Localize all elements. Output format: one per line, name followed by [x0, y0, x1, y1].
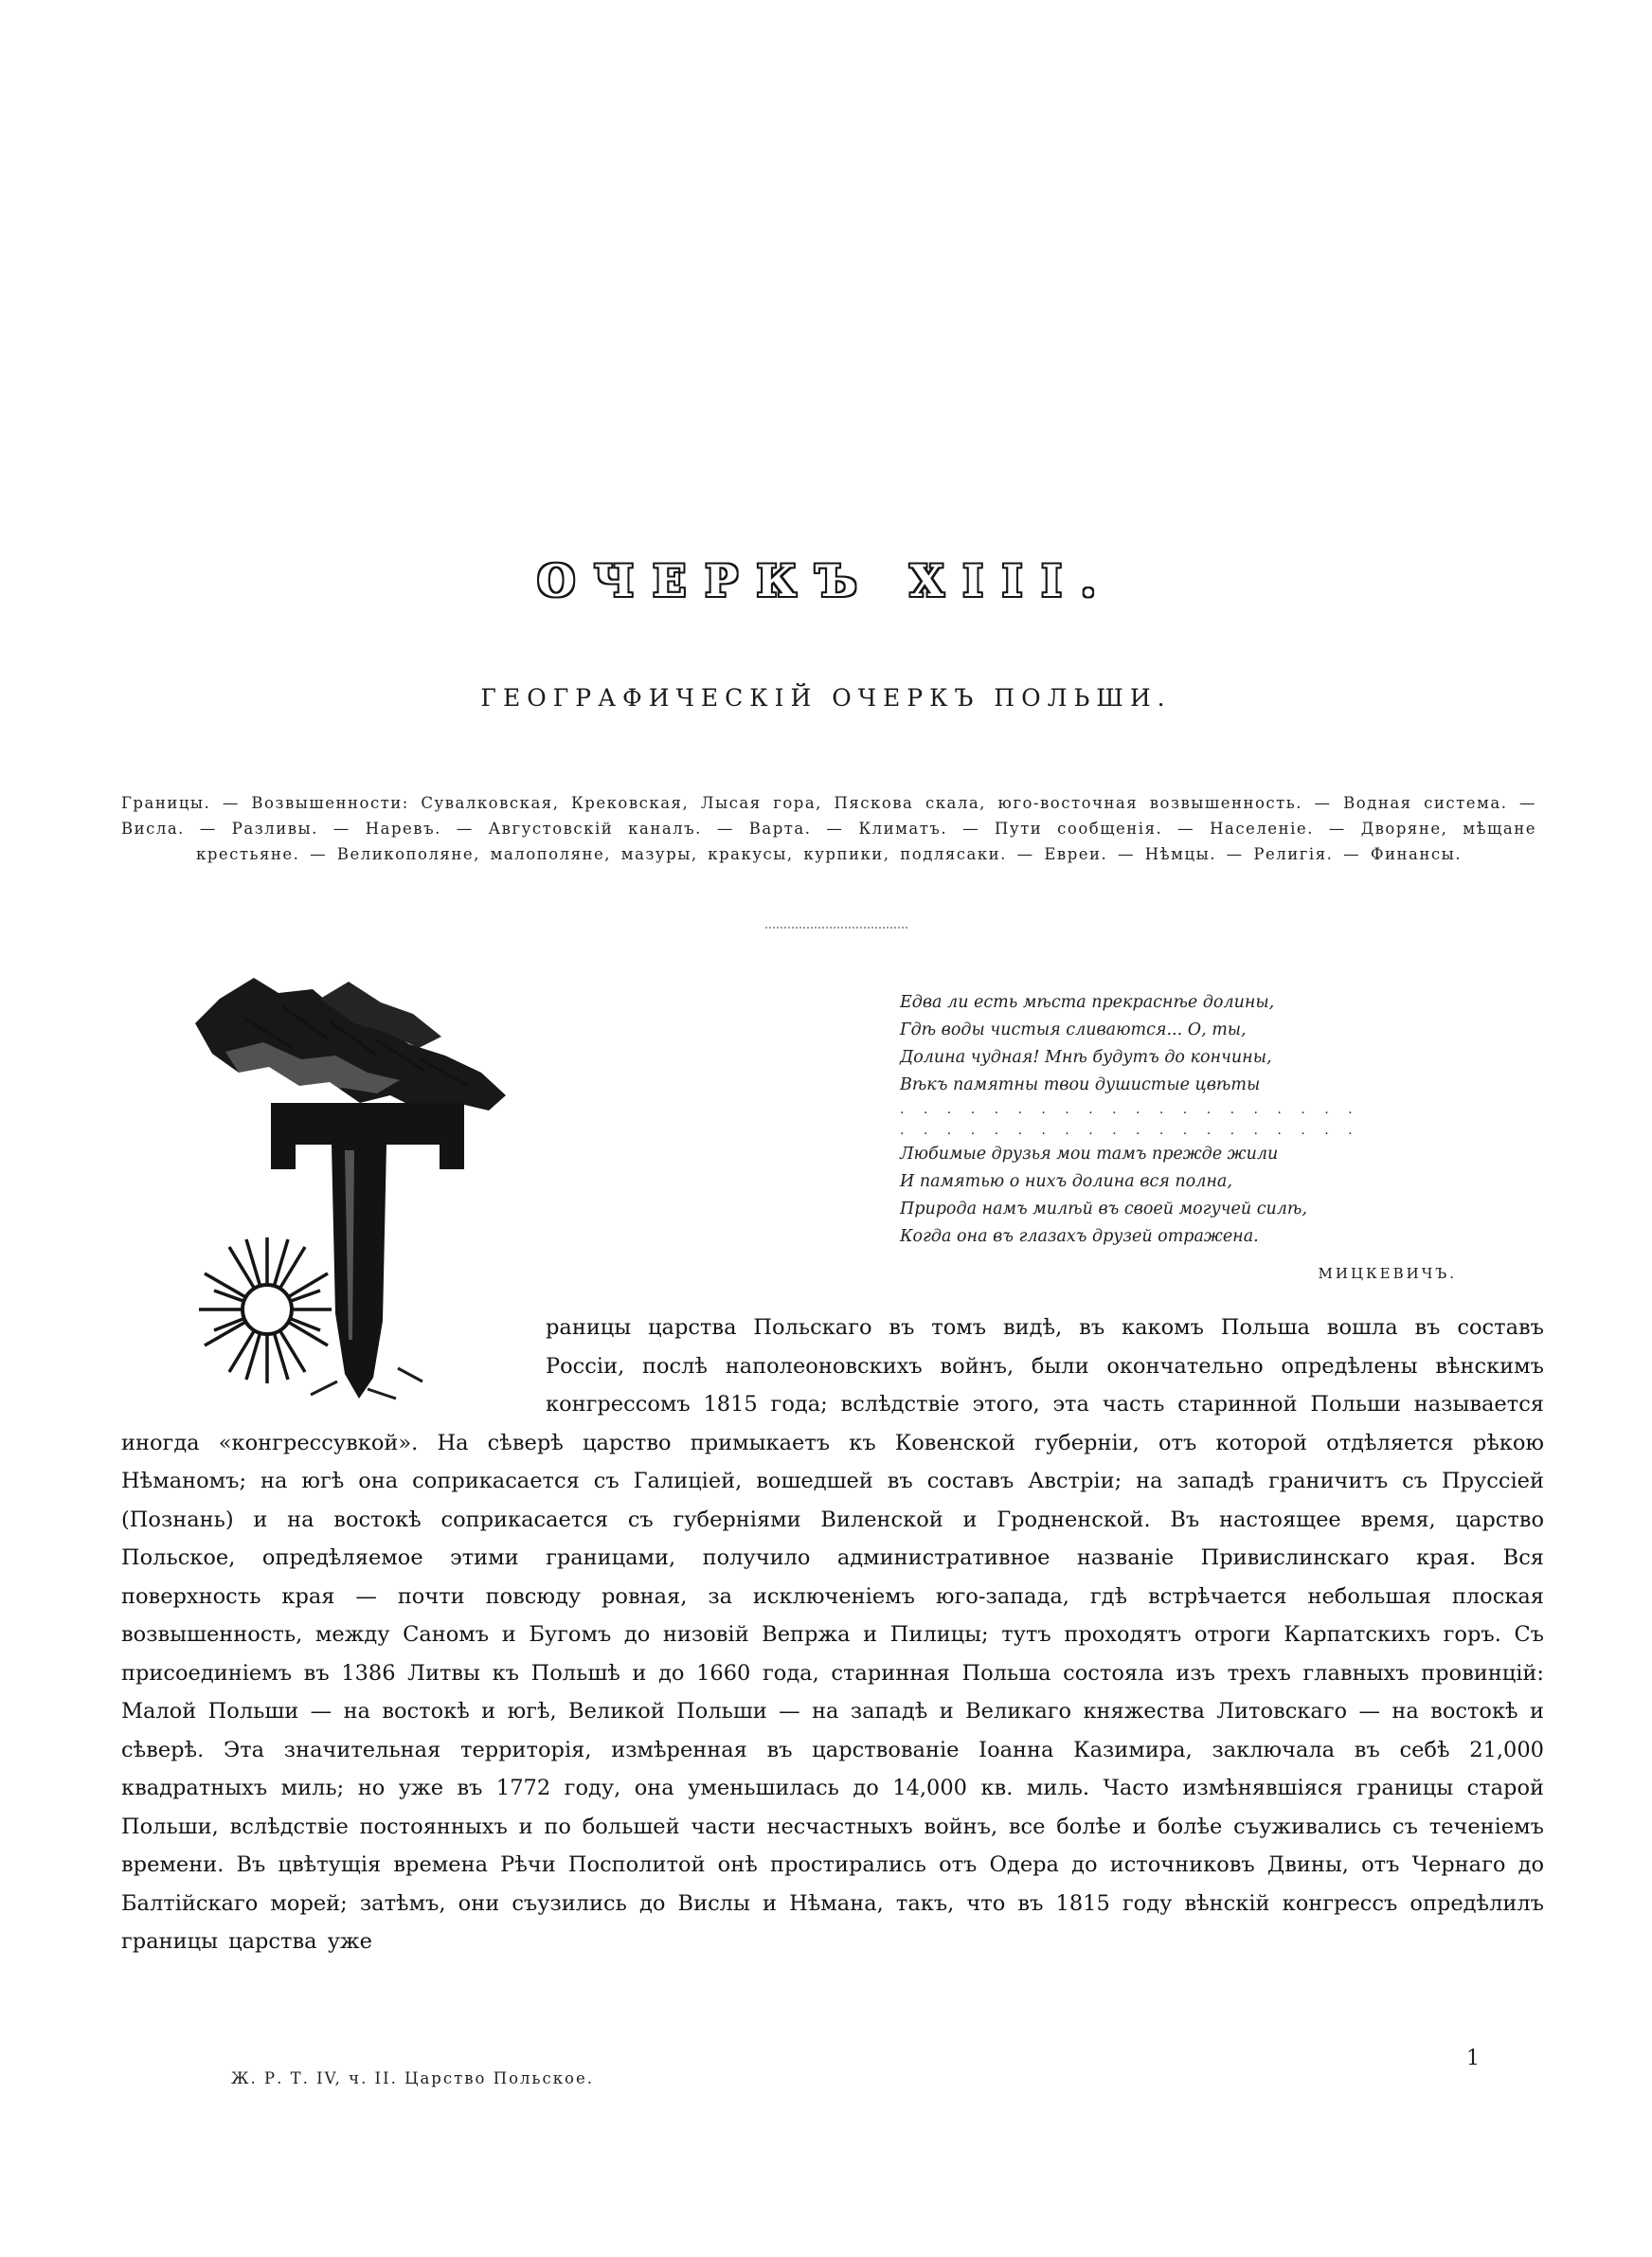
woodcut-initial-G-icon [188, 961, 521, 1417]
poem-line: Едва ли есть мѣста прекраснѣе долины, [900, 993, 1275, 1012]
chapter-summary: Границы. — Возвышенности: Сувалковская, Крековская, Лысая гора, Пяскова скала, юго-восточная возвышенность. — Водная система. — Висла. — Разливы. — Наревъ. — Августовскій каналъ. — Варта. — Климатъ. — Пути сообщенія. — Населеніе. — Дворяне, мѣщане крестьяне. — Великополяне, малополяне, мазуры, кракусы, курпики, подлясаки. — Евреи. — Нѣмцы. — Религія. — Финансы. [121, 794, 1536, 863]
poem-ellipsis-row: . . . . . . . . . . . . . . . . . . . . [900, 1123, 1360, 1138]
poem-line: Любимые друзья мои тамъ прежде жили [900, 1145, 1279, 1164]
body-paragraph: раницы царства Польскаго въ томъ видѣ, въ какомъ Польша вошла въ составъ Россіи, послѣ наполеоновскихъ войнъ, были окончательно опредѣлены вѣнскимъ конгрессомъ 1815 года; вслѣдствіе этого, эта часть старинной Польши называется иногда «конгрессувкой». На сѣверѣ царство примыкаетъ къ Ковенской губерніи, отъ которой отдѣляется рѣкою Нѣманомъ; на югѣ она соприкасается съ Галиціей, вошедшей въ составъ Австріи; на западѣ граничитъ съ Пруссіей (Познань) и на востокѣ соприкасается съ губерніями Виленской и Гродненской. Въ настоящее время, царство Польское, опредѣляемое этими границами, получило административное названіе Привислинскаго края. Вся поверхность края — почти повсюду ровная, за исключеніемъ юго-запада, гдѣ встрѣчается небольшая плоская возвышенность, между Саномъ и Бугомъ до низовій Вепржа и Пилицы; тутъ проходятъ отроги Карпатскихъ горъ. Съ присоединіемъ въ 1386 Литвы къ Польшѣ и до 1660 года, старинная Польша состояла изъ трехъ главныхъ провинцій: Малой Польши — на востокѣ и югѣ, Великой Польши — на западѣ и Великаго княжества Литовскаго — на востокѣ и сѣверѣ. Эта значительная территорія, измѣренная въ царствованіе Іоанна Казимира, заключала въ себѣ 21,000 квадратныхъ миль; но уже въ 1772 году, она уменьшилась до 14,000 кв. миль. Часто измѣнявшіяся границы старой Польши, вслѣдствіе постоянныхъ и по большей части несчастныхъ войнъ, все болѣе и болѣе съуживались съ теченіемъ времени. Въ цвѣтущія времена Рѣчи Посполитой онѣ простирались отъ Одера до источниковъ Двины, отъ Чернаго до Балтійскаго морей; затѣмъ, они съузились до Вислы и Нѣмана, такъ, что въ 1815 году вѣнскій конгрессъ опредѣлилъ границы царства уже [121, 1315, 1544, 1954]
poem-attribution: МИЦКЕВИЧЪ. [1318, 1265, 1457, 1282]
main-content [121, 955, 1544, 1961]
poem-line: Гдѣ воды чистыя сливаются... О, ты, [900, 1020, 1247, 1039]
epigraph-poem [900, 955, 1468, 1288]
page-subtitle: ГЕОГРАФИЧЕСКІЙ ОЧЕРКЪ ПОЛЬШИ. [480, 684, 1172, 712]
page-number: 1 [1466, 2047, 1480, 2070]
page-title: ОЧЕРКЪ XIII. [537, 555, 1115, 606]
poem-line: Когда она въ глазахъ друзей отражена. [900, 1227, 1259, 1246]
dropcap-figure [188, 961, 521, 1417]
poem-line: Вѣкъ памятны твои душистые цвѣты [900, 1075, 1261, 1094]
poem-line: Природа намъ милѣй въ своей могучей силѣ, [900, 1200, 1307, 1219]
poem-line: И памятью о нихъ долина вся полна, [900, 1172, 1232, 1191]
poem-ellipsis-row: . . . . . . . . . . . . . . . . . . . . [900, 1102, 1360, 1117]
section-divider [765, 927, 907, 929]
poem-line: Долина чудная! Мнѣ будутъ до кончины, [900, 1048, 1272, 1067]
footer-signature: Ж. Р. Т. IV, ч. II. Царство Польское. [231, 2069, 594, 2087]
